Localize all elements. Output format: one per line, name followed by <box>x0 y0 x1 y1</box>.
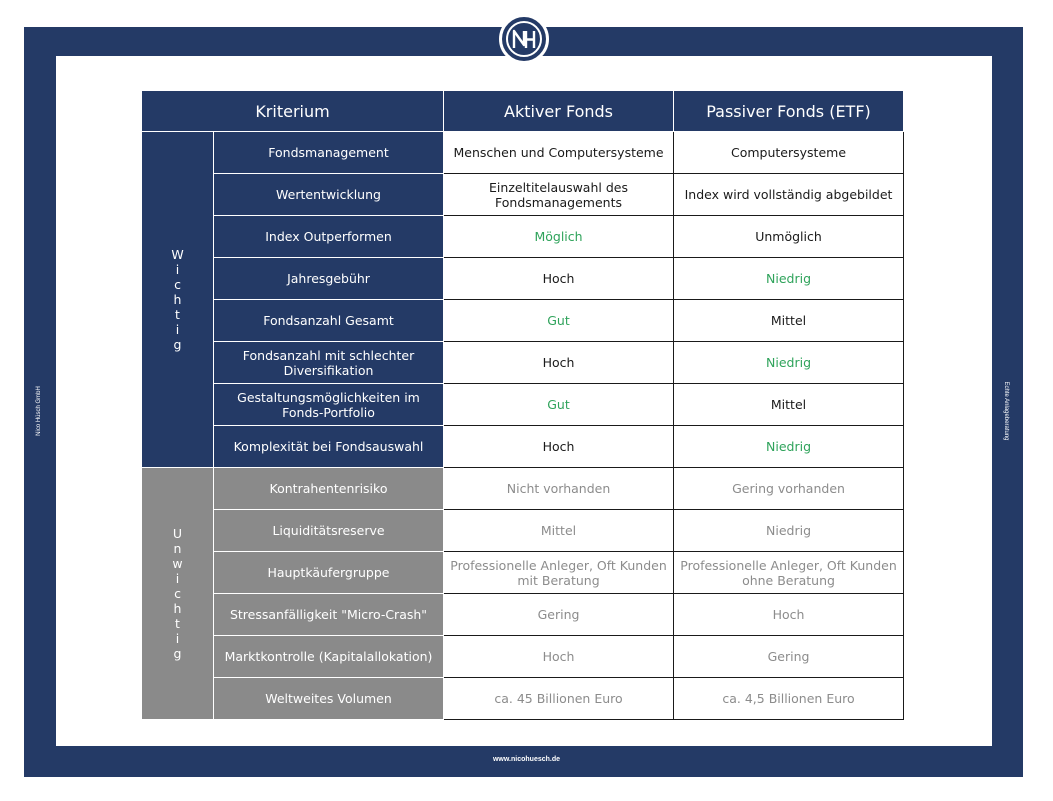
unwichtig-group-letter: g <box>173 646 182 661</box>
wichtig-group-letter: W <box>171 247 184 262</box>
active-fund-cell: Hoch <box>444 258 674 300</box>
passive-fund-cell: Niedrig <box>674 258 904 300</box>
active-fund-cell: Hoch <box>444 342 674 384</box>
header-passiver-fonds: Passiver Fonds (ETF) <box>674 91 904 132</box>
criterion-cell: Marktkontrolle (Kapitalallokation) <box>214 636 444 678</box>
criterion-cell: Jahresgebühr <box>214 258 444 300</box>
unwichtig-group-letter: U <box>172 526 183 541</box>
criterion-cell: Wertentwicklung <box>214 174 444 216</box>
criterion-cell: Liquiditätsreserve <box>214 510 444 552</box>
wichtig-group-letter: g <box>173 337 182 352</box>
criterion-cell: Stressanfälligkeit "Micro-Crash" <box>214 594 444 636</box>
criterion-cell: Kontrahentenrisiko <box>214 468 444 510</box>
wichtig-group-letter: c <box>174 277 181 292</box>
unwichtig-group-letter: w <box>172 556 183 571</box>
header-aktiver-fonds: Aktiver Fonds <box>444 91 674 132</box>
table-row <box>142 426 904 468</box>
active-fund-cell: Menschen und Computersysteme <box>444 132 674 174</box>
passive-fund-cell: Niedrig <box>674 510 904 552</box>
passive-fund-cell: Hoch <box>674 594 904 636</box>
criterion-cell: Komplexität bei Fondsauswahl <box>214 426 444 468</box>
side-label-left: Nico Hüsch GmbH <box>36 386 42 436</box>
table-row <box>142 468 904 510</box>
passive-fund-cell: ca. 4,5 Billionen Euro <box>674 678 904 720</box>
criterion-cell: Gestaltungsmöglichkeiten im Fonds-Portfolio <box>214 384 444 426</box>
table-row <box>142 636 904 678</box>
wichtig-group-letter: t <box>175 307 180 322</box>
active-fund-cell: Professionelle Anleger, Oft Kunden mit Beratung <box>444 552 674 594</box>
unwichtig-group-letter: i <box>175 631 180 646</box>
wichtig-group-letter: i <box>175 322 180 337</box>
criterion-cell: Fondsanzahl mit schlechter Diversifikation <box>214 342 444 384</box>
passive-fund-cell: Gering vorhanden <box>674 468 904 510</box>
criterion-cell: Index Outperformen <box>214 216 444 258</box>
active-fund-cell: Gering <box>444 594 674 636</box>
active-fund-cell: Einzeltitelauswahl des Fondsmanagements <box>444 174 674 216</box>
wichtig-group-label <box>142 132 214 468</box>
active-fund-cell: Gut <box>444 384 674 426</box>
table-row <box>142 552 904 594</box>
table-row <box>142 342 904 384</box>
table-row <box>142 300 904 342</box>
passive-fund-cell: Unmöglich <box>674 216 904 258</box>
active-fund-cell: Mittel <box>444 510 674 552</box>
unwichtig-group-letter: h <box>173 601 182 616</box>
passive-fund-cell: Professionelle Anleger, Oft Kunden ohne Beratung <box>674 552 904 594</box>
table-row <box>142 678 904 720</box>
table-row <box>142 216 904 258</box>
criterion-cell: Weltweites Volumen <box>214 678 444 720</box>
wichtig-group-letter: i <box>175 262 180 277</box>
criterion-cell: Fondsmanagement <box>214 132 444 174</box>
active-fund-cell: Nicht vorhanden <box>444 468 674 510</box>
passive-fund-cell: Niedrig <box>674 342 904 384</box>
active-fund-cell: ca. 45 Billionen Euro <box>444 678 674 720</box>
table-row <box>142 258 904 300</box>
criterion-cell: Fondsanzahl Gesamt <box>214 300 444 342</box>
side-label-right: Echte Anlageberatung <box>1003 381 1009 441</box>
unwichtig-group-letter: i <box>175 571 180 586</box>
unwichtig-group-letter: n <box>173 541 182 556</box>
active-fund-cell: Hoch <box>444 636 674 678</box>
logo-icon <box>499 14 549 64</box>
table-header-row <box>142 91 904 132</box>
table-row <box>142 510 904 552</box>
table-row <box>142 174 904 216</box>
unwichtig-group-letter: c <box>174 586 181 601</box>
active-fund-cell: Hoch <box>444 426 674 468</box>
passive-fund-cell: Computersysteme <box>674 132 904 174</box>
passive-fund-cell: Mittel <box>674 384 904 426</box>
active-fund-cell: Möglich <box>444 216 674 258</box>
passive-fund-cell: Mittel <box>674 300 904 342</box>
footer-url-link[interactable]: www.nicohuesch.de <box>492 756 561 763</box>
passive-fund-cell: Niedrig <box>674 426 904 468</box>
table-row <box>142 594 904 636</box>
table-row <box>142 384 904 426</box>
comparison-table <box>141 90 904 720</box>
passive-fund-cell: Index wird vollständig abgebildet <box>674 174 904 216</box>
criterion-cell: Hauptkäufergruppe <box>214 552 444 594</box>
passive-fund-cell: Gering <box>674 636 904 678</box>
unwichtig-group-letter: t <box>175 616 180 631</box>
wichtig-group-letter: h <box>173 292 182 307</box>
table-row <box>142 132 904 174</box>
header-kriterium: Kriterium <box>142 91 444 132</box>
unwichtig-group-label <box>142 468 214 720</box>
active-fund-cell: Gut <box>444 300 674 342</box>
